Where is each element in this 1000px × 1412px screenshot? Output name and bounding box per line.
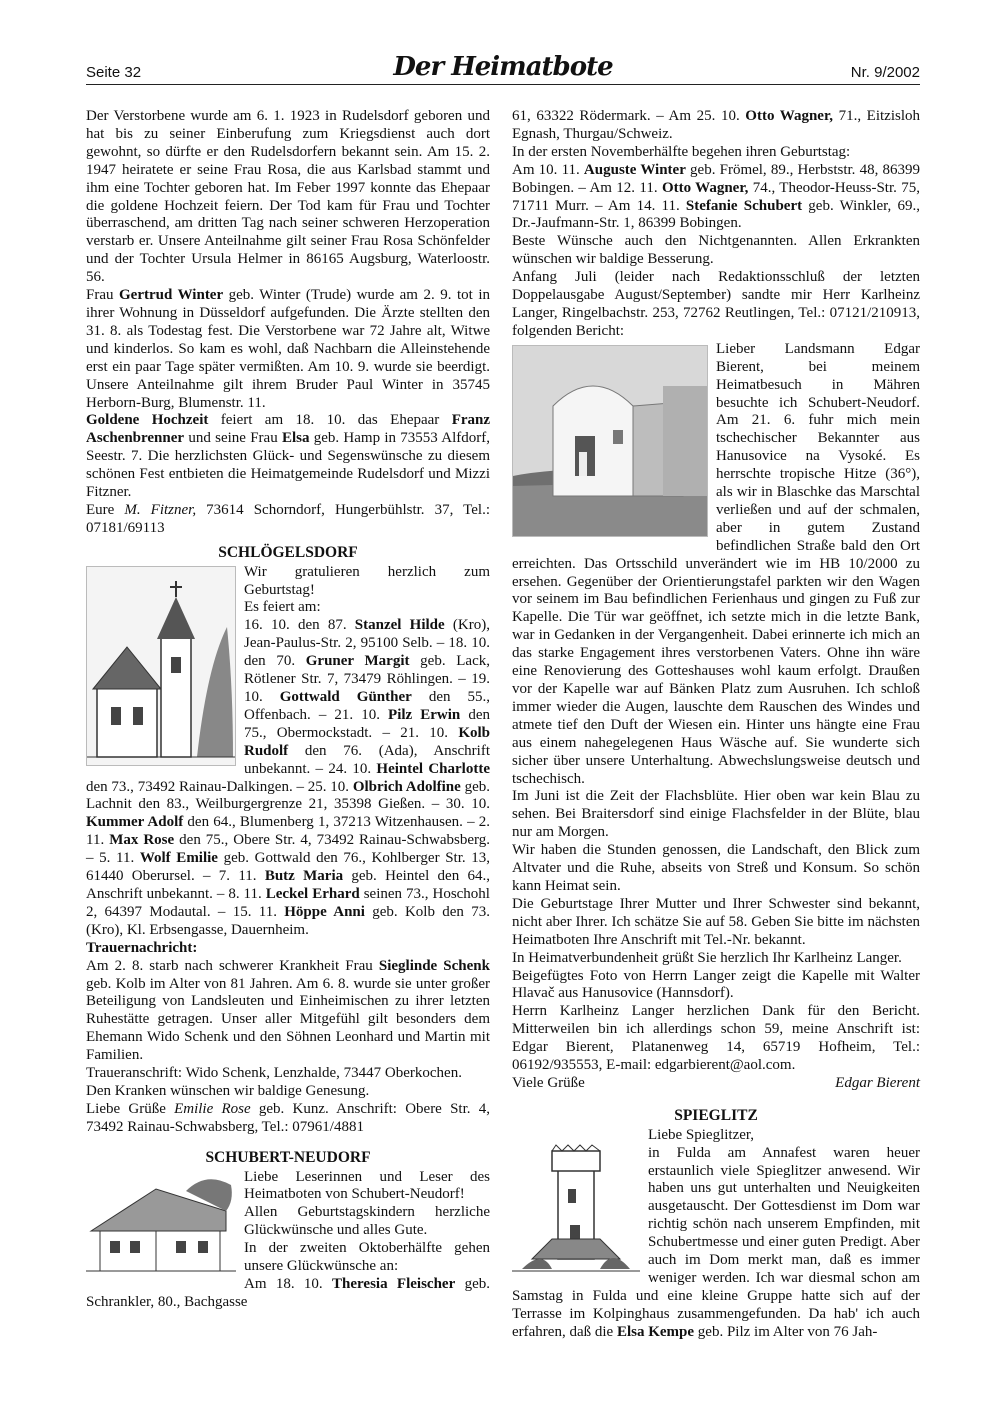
report-intro: Anfang Juli (leider nach Redaktionsschluß der letzten Doppelausgabe August/September) sandte mir Herr Karlheinz Langer, Ringelbachstr. 253, 72762 Reutlingen, Tel.: 07121/210913, folgenden Bericht: <box>512 269 920 339</box>
chapel-photo <box>512 345 708 537</box>
report-letter: Lieber Landsmann Edgar Bierent, bei meinem Heimatbesuch in Mähren besuchte ich Schubert-Neudorf. Am 21. 6. fuhr mich mein tschechischer Bekannter aus Hanusovice na Vysoké. Es herrschte tropische Hitze (36°), als wir in Blaschke das Marschtal verließen und auf der schmalen, aber in gutem Zustand befindlichen Straße bald den Ort erreichten. Das Ortsschild unverändert wie im HB 10/2000 zu ersehen. Gegenüber der Orientierungstafel parkten wir den Wagen vor seinem im Bau befindlichen Ferienhaus und gingen zu Fuß zur Kapelle. Die Tür war geöffnet, ich setzte mich in die letzte Bank, war in Gedanken in der Vergangenheit. Dabei erinnerte ich mich an das starke Engagement ihres verstorbenen Vaters. Ohne ihn wäre eine Renovierung des Gotteshauses wohl kaum erfolgt. Draußen vor der Kapelle war auf Bänken Platz zum Ausruhen. Ich schloß immer wieder die Augen, lauschte dem Rauschen des Windes und atmete tief den Duft der Wiesen ein. Hinter uns hängte eine Frau aus einem nahegelegenen Haus Wäsche auf. Sie wunderte sich sicher über unsere Unterhaltung. Abwechslungsweise deutsch und tschechisch. <box>512 340 920 787</box>
november-birthdays: Am 10. 11. Auguste Winter geb. Frömel, 89., Herbststr. 48, 86399 Bobingen. – Am 12. 11. Otto Wagner, 74., Theodor-Heuss-Str. 75, 71711 Murr. – Am 14. 11. Stefanie Schubert geb. Winkler, 69., Dr.-Jaufmann-Str. 1, 86399 Bobingen. <box>512 161 920 232</box>
obituary-paragraph: Der Verstorbene wurde am 6. 1. 1923 in Rudelsdorf geboren und hat bis zu seiner Einberufung zum Kriegsdienst auch dort gewohnt, so dürfte er den Rudelsdorfern bekannt sein. Am 15. 2. 1947 heiratete er seine Frau Rosa, die aus Karlsbad stammt und ihm eine Tochter geboren hat. Im Feber 1997 konnte das Ehepaar die goldene Hochzeit feiern. Der Tod kam für Frau und Tochter überraschend, am dritten Tag nach seiner schweren Herzoperation verstarb er. Unsere Anteilnahme gilt seiner Frau Rosa Schönfelder und der Tochter Ursula Helmer in 86165 Augsburg, Waterloostr. 56. <box>86 108 490 286</box>
photo-caption: Beigefügtes Foto von Herrn Langer zeigt die Kapelle mit Walter Hlavač aus Hanusovice (Hannsdorf). <box>512 967 920 1002</box>
report-flax: Im Juni ist die Zeit der Flachsblüte. Hier oben war kein Blau zu sehen. Bei Braitersdorf sind einige Flachsfelder in der Blüte, blau nur am Morgen. <box>512 788 920 841</box>
section-heading-schubert-neudorf: SCHUBERT-NEUDORF <box>205 1148 371 1166</box>
tower-illustration <box>512 1129 640 1279</box>
schloegelsdorf-birthdays: 16. 10. den 87. Stanzel Hilde (Kro), Jean-Paulus-Str. 2, 95100 Selb. – 18. 10. den 70. Gruner Margit geb. Lack, Rötlener Str. 7, 73479 Röhlingen. – 19. 10. Gottwald Günther den 55., Offenbach. – 21. 10. Pilz Erwin den 75., Obermockstadt. – 21. 10. Kolb Rudolf den 76. (Ada), Anschrift unbekannt. – 24. 10. Heintel Charlotte den 73., 73492 Rainau-Dalkingen. – 25. 10. Olbrich Adolfine geb. Lachnit den 83., Weilburgergrenze 21, 35398 Gießen. – 30. 10. Kummer Adolf den 64., Blumenberg 1, 37213 Witzenhausen. – 2. 11. Max Rose den 75., Obere Str. 4, 73492 Rainau-Schwabsberg. – 5. 11. Wolf Emilie geb. Gottwald den 76., Kohlberger Str. 13, 61440 Oberursel. – 7. 11. Butz Maria geb. Heintel den 64., Anschrift unbekannt. – 8. 11. Leckel Erhard seinen 73., Hoschohl 2, 64397 Modautal. – 15. 11. Höppe Anni geb. Kolb den 73. (Kro), Kl. Erbsengasse, Dauernheim. <box>86 617 491 938</box>
church-illustration <box>86 566 236 766</box>
page-number: Seite 32 <box>86 64 142 81</box>
section-heading-schloegelsdorf: SCHLÖGELSDORF <box>218 543 358 561</box>
best-wishes: Beste Wünsche auch den Nichtgenannten. Allen Erkrankten wünschen wir baldige Besserung. <box>512 233 920 268</box>
header-rule <box>86 84 920 85</box>
schubert-intro: In der zweiten Oktoberhälfte gehen unsere Glückwünsche an: <box>244 1240 490 1275</box>
schubert-wishes: Allen Geburtstagskindern herzliche Glückwünsche und alles Gute. <box>244 1204 490 1239</box>
obituary-schenk: Am 2. 8. starb nach schwerer Krankheit Frau Sieglinde Schenk geb. Kolb im Alter von 81 Jahren. Am 6. 8. wurde sie unter großer Beteiligung von Landsleuten und Einheimischen zu ihrer letzten Ruhestätte getragen. Unser aller Mitgefühl gilt besonders dem Ehemann Wido Schenk und den Söhnen Leonhard und Martin mit Familien. <box>86 957 490 1064</box>
birthday-continued: 61, 63322 Rödermark. – Am 25. 10. Otto Wagner, 71., Eitzisloh Egnash, Thurgau/Schweiz. <box>512 108 920 142</box>
schloegelsdorf-greeting: Wir gratulieren herzlich zum Geburtstag! <box>244 563 490 598</box>
right-column <box>512 108 920 1342</box>
get-well-wishes: Den Kranken wünschen wir baldige Genesung. <box>86 1082 370 1099</box>
schubert-greeting: Liebe Leserinnen und Leser des Heimatboten von Schubert-Neudorf! <box>244 1168 490 1203</box>
masthead-title: Der Heimatbote <box>393 52 613 82</box>
mourning-address: Traueranschrift: Wido Schenk, Lenzhalde, 73447 Oberkochen. <box>86 1065 462 1082</box>
signature-bierent: Viele Grüße Edgar Bierent <box>512 1074 920 1091</box>
farmhouse-illustration <box>86 1171 236 1281</box>
obituary-winter: Frau Gertrud Winter geb. Winter (Trude) wurde am 2. 9. tot in ihrer Wohnung in Düsseldorf aufgefunden. Die Ärzte stellten den 31. 8. als Todestag fest. Die Verstorbene war 72 Jahre alt, Witwe und kinderlos. So kam es wohl, daß Nachbarn die Alleinstehende erst ein paar Tage später vermißten. Am 10. 9. wurde sie beerdigt. Unsere Anteilnahme gilt ihrem Bruder Paul Winter in 35745 Herborn-Burg, Blumenstr. 11. <box>86 287 490 411</box>
editor-reply: Herrn Karlheinz Langer herzlichen Dank für den Bericht. Mitterweilen bin ich allerdings schon 59, meine Anschrift ist: Edgar Bierent, Platanenweg 14, 65719 Hofheim, Tel.: 06192/935553, E-mail: edgarbierent@aol.com. <box>512 1003 920 1074</box>
schloegelsdorf-intro: Es feiert am: <box>244 599 321 616</box>
left-column <box>86 108 490 1312</box>
november-intro: In der ersten Novemberhälfte begehen ihren Geburtstag: <box>512 143 851 160</box>
report-landscape: Wir haben die Stunden genossen, die Landschaft, den Blick zum Altvater und die Ruhe, abseits von Streß und Konsum. So schön kann Heimat sein. <box>512 842 920 894</box>
issue-number: Nr. 9/2002 <box>850 64 920 81</box>
signature-rose: Liebe Grüße Emilie Rose geb. Kunz. Anschrift: Obere Str. 4, 73492 Rainau-Schwabsberg, Tel.: 07961/4881 <box>86 1100 490 1135</box>
signature-fitzner: Eure M. Fitzner, 73614 Schorndorf, Hungerbühlstr. 37, Tel.: 07181/69113 <box>86 501 490 536</box>
spieglitz-text: in Fulda am Annafest waren heuer erstaunlich viele Spieglitzer anwesend. Wir haben uns gut unterhalten und Neuigkeiten ausgetauscht. Der Gottesdienst im Dom war richtig schön nach unserem Empfinden, mit Schubertmesse und einer guten Predigt. Aber auch im Dom merkt man, daß es immer weniger werden. Ich war diesmal schon am Samstag in Fulda und eine kleine Gruppe hatte sich auf der Terrasse im Kolpinghaus zusammengefunden. Da hab' ich auch erfahren, daß die Elsa Kempe geb. Pilz im Alter von 76 Jah- <box>512 1144 920 1340</box>
section-heading-trauernachricht: Trauernachricht: <box>86 939 198 956</box>
schubert-birthday-entry: Am 18. 10. Theresia Fleischer geb. Schrankler, 80., Bachgasse <box>86 1276 490 1310</box>
page-header <box>86 52 920 84</box>
section-heading-spieglitz: SPIEGLITZ <box>674 1106 758 1124</box>
report-closing: In Heimatverbundenheit grüßt Sie herzlich Ihr Karlheinz Langer. <box>512 949 902 966</box>
spieglitz-greeting: Liebe Spieglitzer, <box>648 1126 755 1143</box>
report-birthdays: Die Geburtstage Ihrer Mutter und Ihrer Schwester sind bekannt, nicht aber Ihrer. Ich schätze Sie auf 58. Geben Sie bitte im nächsten Heimatboten Ihre Anschrift mit Tel.-Nr. bekannt. <box>512 895 920 948</box>
golden-wedding: Goldene Hochzeit feiert am 18. 10. das Ehepaar Franz Aschenbrenner und seine Frau Elsa geb. Hamp in 73553 Alfdorf, Seestr. 7. Die herzlichsten Glück- und Segenswünsche zu diesem schönen Fest entbieten die Heimatgemeinde Rudelsdorf und Mizzi Fitzner. <box>86 412 491 501</box>
